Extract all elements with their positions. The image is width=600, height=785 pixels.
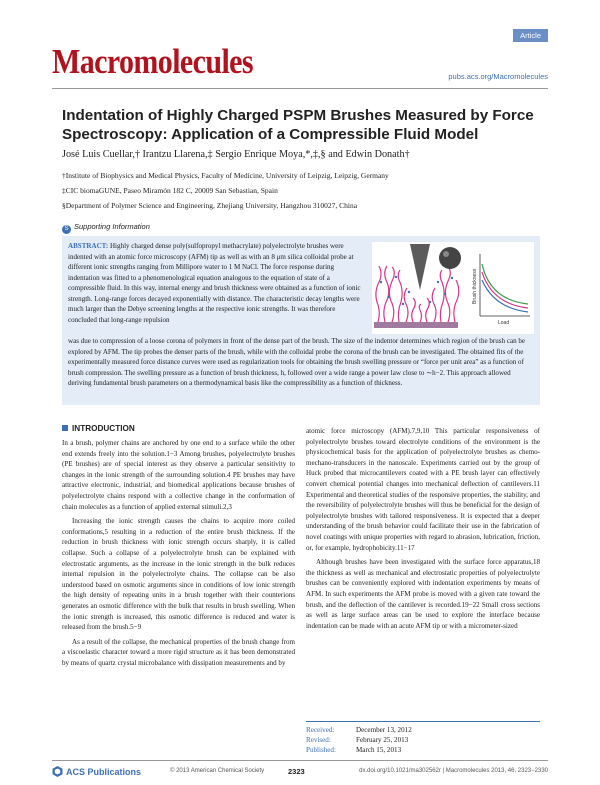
toc-graphic [372,242,534,334]
intro-paragraph: As a result of the collapse, the mechanical properties of the brush change from a viscoelastic character toward a more rigid structure as it has been demonstrated by means of quartz crystal microbalance with dissipation measurements and by [62,637,295,667]
author-list: José Luis Cuellar,† Irantzu Llarena,‡ Sergio Enrique Moya,*,‡,§ and Edwin Donath† [62,149,410,160]
toc-y-axis-label: Brush thickness [472,268,478,304]
supporting-info-label: Supporting Information [74,222,150,231]
date-received: Received: December 13, 2012 [306,726,412,734]
section-heading-introduction [62,424,135,433]
date-published: Published: March 15, 2013 [306,746,402,754]
column-right [306,426,540,635]
publisher-name: ACS Publications [66,767,142,777]
article-title: Indentation of Highly Charged PSPM Brushes Measured by Force Spectroscopy: Application of a Compressible Fluid Model [62,107,534,143]
intro-paragraph: In a brush, polymer chains are anchored by one end to a surface while the other end extends freely into the solution.1−3 Among brushes, polyelectrolyte brushes (PE brushes) are of special interest as they observe a particular sensitivity to changes in the ionic strength of the surrounding solution.4 PE brushes may have attractive electronic, industrial, and biomedical applications because brushes of polyelectrolyte chains respond with a collective change in the conformation of chain molecules as a function of applied external stimuli.2,3 [62,439,295,511]
toc-x-axis-label: Load [498,320,510,326]
affiliation-3: §Department of Polymer Science and Engineering, Zhejiang University, Hangzhou 310027, China [62,201,358,210]
journal-url-link[interactable]: pubs.acs.org/Macromolecules [448,72,548,81]
supporting-info-icon: S [62,225,71,234]
abstract-heading: ABSTRACT: [68,242,109,250]
publisher-logo [52,766,141,777]
date-revised: Revised: February 25, 2013 [306,736,409,744]
acs-hexagon-icon [52,766,63,777]
page-number: 2323 [288,767,305,776]
doi-citation[interactable]: dx.doi.org/10.1021/ma302562r | Macromolecules 2013, 46, 2323−2330 [359,768,548,774]
footer-divider [52,760,548,761]
header-divider [52,88,548,89]
journal-logo: Macromolecules [52,43,253,81]
article-dates [306,721,540,755]
section-heading-label: INTRODUCTION [72,424,135,433]
abstract-text-2: was due to compression of a loose corona of polymers in front of the dense part of the brush. The size of the indentor determines which region of the brush can be explored by AFM. The tip probes the denser parts of the brush, while with the colloidal probe the corona of the brush can be investigated. The obtained fits of the experimentally measured force distance curves were used as regularization tools for obtaining the brush swelling pressure or “force per unit area” as a function of brush compression. The swelling pressure as a function of brush thickness, h, followed over a wide range a power law close to ∼h−2. This approach allowed deriving fundamental brush parameters on a thermodynamical basis like the compressibility as a function of thickness. [68,337,526,387]
intro-paragraph: atomic force microscopy (AFM).7,9,10 This particular responsiveness of polyelectrolyte brushes toward electrolyte conditions of the environment is the physicochemical basis for the application of polyelectrolyte brushes as chemo-mechano-transducers in the nanoscale. Experiments carried out by the group of Huck probed that microcantilevers coated with a PE brush layer can effectively convert chemical potential changes into mechanical deflection of cantilevers.11 Experimental and theoretical studies of the responsive properties, the stability, and the reversibility of polyelectrolyte brushes will thus be beneficial for the design of polyelectrolyte brushes with tailored responsiveness. It is expected that a deeper understanding of the brush behavior could facilitate their use in the fabrication of novel coatings with unique properties with regard to abrasion, lubrication, friction, or, for example, hydrophobicity.11−17 [306,427,540,552]
intro-paragraph: Increasing the ionic strength causes the chains to acquire more coiled conformations,5 resulting in a reduction of the entire brush thickness. If the reduction in brush thickness with ionic strength occurs sharply, it is called collapse. Such a collapse of a polyelectrolyte brush can be explained with electrostatic arguments, as the increase in the ionic strength in the bulk reduces internal repulsion in the polyelectrolyte chains. The collapse can be also understood based on osmotic arguments since in conditions of low ionic strength the high density of repeating units in a brush together with their counterions generates an osmotic difference with the bulk that results in brush swelling. When the ionic strength is increased, this osmotic difference is reduced and water is released from the brush.5−9 [62,517,295,632]
affiliation-1: †Institute of Biophysics and Medical Physics, Faculty of Medicine, University of Leipzig, Leipzig, Germany [62,171,389,180]
affiliation-2: ‡CIC biomaGUNE, Paseo Miramón 182 C, 20009 San Sebastian, Spain [62,186,278,195]
supporting-info-link[interactable] [62,222,150,234]
article-type-badge: Article [513,29,548,42]
column-left [62,438,295,672]
abstract-part-1 [68,241,364,325]
section-square-icon [62,425,68,431]
intro-paragraph: Although brushes have been investigated with the surface force apparatus,18 the thickness as well as mechanical and electrostatic properties of polyelectrolyte brushes can be conveniently explored with indentation experiments by means of AFM. In such experiments the AFM probe is moved with a given rate toward the brush, and the deflection of the cantilever is recorded.19−22 Small cross sections as well as large surface areas can be used to explore the interface because indentation can be made with an acute AFM tip or with a micrometer-sized [306,558,540,630]
abstract-text-1: Highly charged dense poly(sulfopropyl methacrylate) polyelectrolyte brushes were indented with an atomic force microscopy (AFM) tip as well as with an 8 μm silica colloidal probe at different ionic strengths ranging from Millipore water to 1 M NaCl. The force response during indentation was fitted to a phenomenological equation analogous to the equation of state of a compressible fluid. In this way, internal energy and brush thickness were obtained as a function of ionic strength. Long-range forces decayed exponentially with distance. The characteristic decay lengths were much larger than the Debye screening lengths at the respective ionic strengths. It was therefore concluded that long-range repulsion [68,242,361,324]
copyright-notice: © 2013 American Chemical Society [170,768,265,774]
toc-svg [372,242,534,334]
